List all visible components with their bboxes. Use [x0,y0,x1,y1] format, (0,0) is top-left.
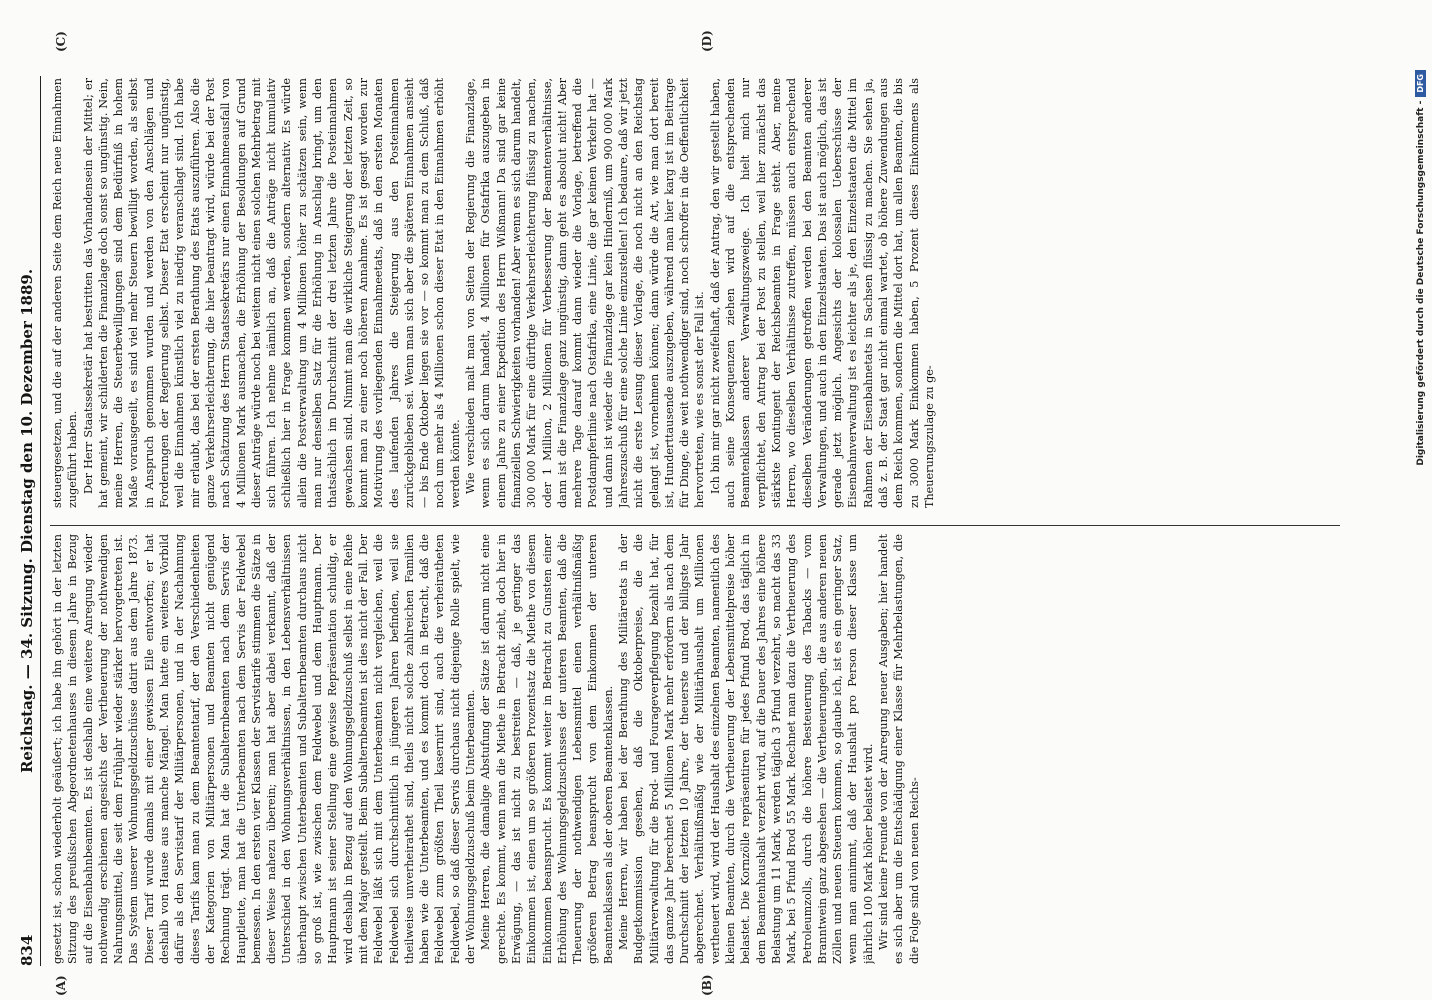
paragraph: Der Herr Staatssekretär hat bestritten das Vorhandensein der Mittel; er hat gemeint, wir schilderten die Finanzlage doch sonst so ungünstig. Nein, meine Herren, die Steuerbewilligungen sind dem Bedürfniß in hohem Maße vorausgeeilt, es sind viel mehr Steuern bewilligt worden, als selbst in Anspruch genommen wurden und werden von den Anschlägen und Forderungen der Regierung selbst. Dieser Etat erscheint nur ungünstig, weil die Einnahmen künstlich viel zu niedrig veranschlagt sind. Ich habe mir erlaubt, das bei der ersten Berathung des Etats auszuführen. Also die ganze Verkehrserleichterung, die hier beantragt wird, würde bei der Post nach Schätzung des Herrn Staatssekretärs nur einen Einnahmeausfall von 4 Millionen Mark ausmachen, die Erhöhung der Besoldungen auf Grund dieser Anträge würde noch bei weitem nicht einen solchen Mehrbetrag mit sich führen. Ich nehme nämlich an, daß die Anträge nicht kumulativ schließlich hier in Frage kommen werden, sondern alternativ. Es würde allein die Postverwaltung um 4 Millionen höher zu schätzen sein, wenn man nur denselben Satz für die Erhöhung in Anschlag bringt, um den thatsächlich im Durchschnitt der drei letzten Jahre die Posteinnahmen gewachsen sind. Nimmt man die wirkliche Steigerung der letzten Zeit, so kommt man zu einer noch höheren Annahme. Es ist gesagt worden zur Motivirung des vorliegenden Einnahmeetats, daß in den ersten Monaten des laufenden Jahres die Steigerung aus den Posteinnahmen zurückgeblieben sei. Wenn man sich aber die späteren Einnahmen ansieht — bis Ende Oktober liegen sie vor — so kommt man zu dem Schluß, daß noch um mehr als 4 Millionen schon dieser Etat in den Einnahmen erhöht werden könnte. [81,78,462,508]
paragraph: Ich bin mir gar nicht zweifelhaft, daß der Antrag, den wir gestellt haben, auch seine Konsequenzen ziehen wird auf die entsprechenden Beamtenklassen anderer Verwaltungszweige. Ich hielt mich nur verpflichtet, den Antrag bei der Post zu stellen, weil hier zunächst das stärkste Kontingent der Reichsbeamten in Frage steht. Aber, meine Herren, wo dieselben Verhältnisse zutreffen, müssen auch entsprechend dieselben Veränderungen getroffen werden bei den Beamten anderer Verwaltungen, und auch in den Einzelstaaten. Das ist auch möglich, das ist gerade jetzt möglich. Angesichts der kolossalen Ueberschüsse der Eisenbahnverwaltung ist es leichter als je, den Einzelstaaten die Mittel im Rahmen der Eisenbahnetats in Sachsen flüssig zu machen. Sie sehen ja, daß z. B. der Staat gar nicht einmal wartet, ob höhere Zuwendungen aus dem Reich kommen, sondern die Mittel dort hat, um allen Beamten, die bis zu 3000 Mark Einkommen haben, 5 Prozent dieses Einkommens als Theuerungszulage zu ge- [708,78,936,508]
right-column [50,78,1340,508]
left-column [50,534,1340,964]
paragraph: gesetzt ist, schon wiederholt geäußert; ich habe ihn gehört in der letzten Sitzung des preußischen Abgeordnetenhauses in diesem Jahre in Bezug auf die Eisenbahnbeamten. Es ist deshalb eine weitere Anregung wieder nothwendig erschienen angesichts der Vertheuerung der nothwendigen Nahrungsmittel, die seit dem Frühjahr wieder stärker hervorgetreten ist. Das System unserer Wohnungsgeldzuschüsse datirt aus dem Jahre 1873. Dieser Tarif wurde damals mit einer gewissen Eile entworfen; er hat deshalb von Hause aus manche Mängel. Man hatte ein weiteres Vorbild dafür als den Servistarif der Militärpersonen, und in der Nachahmung dieses Tarifs kam man zu dem Beamtentarif, der den Verschiedenheiten der Kategorien von Militärpersonen und Beamten nicht genügend Rechnung trägt. Man hat die Subalternbeamten nach dem Servis der Hauptleute, man hat die Unterbeamten nach dem Servis der Feldwebel bemessen. In den ersten vier Klassen der Servistarife stimmen die Sätze in dieser Weise nahezu überein; man hat aber dabei verkannt, daß der Unterschied in den Wohnungsverhältnissen, in den Lebensverhältnissen überhaupt zwischen Unterbeamten und Subalternbeamten durchaus nicht so groß ist, wie zwischen dem Feldwebel und dem Hauptmann. Der Hauptmann ist seiner Stellung eine gewisse Repräsentation schuldig, er wird deshalb in Bezug auf den Wohnungsgeldzuschuß selbst in eine Reihe mit dem Major gestellt. Beim Subalternbeamten ist dies nicht der Fall. Der Feldwebel läßt sich mit dem Unterbeamten nicht vergleichen, weil die Feldwebel sich durchschnittlich in jüngeren Jahren befinden, weil sie theilweise unverheirathet sind, theils nicht solche zahlreichen Familien haben wie die Unterbeamten, und es kommt doch in Betracht, daß die Feldwebel zum größten Theil kasernirt sind, auch die verheiratheten Feldwebel, so daß dieser Servis durchaus nicht diejenige Rolle spielt, wie der Wohnungsgeldzuschuß beim Unterbeamten. [51,534,478,964]
paragraph: Meine Herren, die damalige Abstufung der Sätze ist darum nicht eine gerechte. Es kommt, wenn man die Miethe in Betracht zieht, doch hier in Erwägung, — das ist nicht zu bestreiten — daß, je geringer das Einkommen ist, einen um so größeren Prozentsatz die Miethe von diesem Einkommen beansprucht. Es kommt weiter in Betracht zu Gunsten einer Erhöhung des Wohnungsgeldzuschusses der unteren Beamten, daß die Theuerung der nothwendigen Lebensmittel einen verhältnißmäßig größeren Betrag beansprucht von dem Einkommen der unteren Beamtenklassen als der oberen Beamtenklassen. [479,534,615,964]
margin-mark-c: (C) [54,31,68,52]
credit-text: Digitalisierung gefördert durch die Deutsche Forschungsgemeinschaft - [1416,100,1426,466]
paragraph: Wir sind keine Freunde von der Anregung neuer Ausgaben; hier handelt es sich aber um die Entschädigung einer Klasse für Mehrbelastungen, die die Folge sind von neuen Reichs- [877,534,921,964]
column-divider [50,525,1340,526]
page-header [12,76,41,966]
margin-mark-a: (A) [54,975,68,996]
margin-mark-b: (B) [700,974,714,996]
dfg-logo: DFG [1415,70,1426,97]
margin-mark-d: (D) [700,30,714,52]
page-title: Reichstag. — 34. Sitzung. Dienstag den 10. Dezember 1889. [18,268,36,774]
paragraph: Wie verschieden malt man von Seiten der Regierung die Finanzlage, wenn es sich darum handelt, 4 Millionen für Ostafrika auszugeben in einem Jahre zu einer Expedition des Herrn Wißmann! Da sind gar keine finanziellen Schwierigkeiten vorhanden! Aber wenn es sich darum handelt, 300 000 Mark für eine dürftige Verkehrserleichterung flüssig zu machen, oder 1 Million, 2 Millionen für Verbesserung der Beamtenverhältnisse, dann ist die Finanzlage ganz ungünstig, dann geht es absolut nicht! Aber mehrere Tage darauf kommt dann wieder die Vorlage, betreffend die Postdampferlinie nach Ostafrika, eine Linie, die gar keinen Verkehr hat — und dann ist wieder die Finanzlage gar kein Hinderniß, um 900 000 Mark Jahreszuschuß für eine solche Linie einzustellen! Ich bedaure, daß wir jetzt nicht die erste Lesung dieser Vorlage, die noch nicht an den Reichstag gelangt ist, vornehmen können; dann würde die Art, wie man dort bereit ist, Hunderttausende auszugeben, während man hier karg ist im Beitrage für Dinge, die weit nothwendiger sind, noch schroffer in die Oeffentlichkeit hervortreten, wie es sonst der Fall ist. [464,78,707,508]
page-number: 834 [18,934,36,966]
paragraph: steuergesetzen, und die auf der anderen Seite dem Reich neue Einnahmen zugeführt haben. [51,78,80,508]
digitization-credit [1415,0,1426,1000]
paragraph: Meine Herren, wir haben bei der Berathung des Militäretats in der Budgetkommission gesehen, daß die Oktoberpreise, die die Militärverwaltung für die Brod- und Fourageverpflegung bezahlt hat, für das ganze Jahr berechnet 5 Millionen Mark mehr erfordern als nach dem Durchschnitt der letzten 10 Jahre, der theuerste und der billigste Jahr abgerechnet. Verhältnißmäßig wie der Militärhaushalt um Millionen vertheuert wird, wird der Haushalt des einzelnen Beamten, namentlich des kleinen Beamten, durch die Vertheuerung der Lebensmittelpreise höher belastet. Die Kornzölle repräsentiren für jedes Pfund Brod, das täglich in dem Beamtenhaushalt verzehrt wird, auf die Dauer des Jahres eine höhere Belastung um 11 Mark, werden täglich 3 Pfund verzehrt, so macht das 33 Mark, bei 5 Pfund Brod 55 Mark. Rechnet man dazu die Vertheuerung des Petroleumzolls, durch die höhere Besteuerung des Tabacks — vom Branntwein ganz abgesehen — die Vertheuerungen, die aus anderen neuen Zöllen und neuen Steuern kommen, so glaube ich, ist es ein geringer Satz, wenn man annimmt, daß der Haushalt pro Person dieser Klasse um jährlich 100 Mark höher belastet wird. [616,534,875,964]
